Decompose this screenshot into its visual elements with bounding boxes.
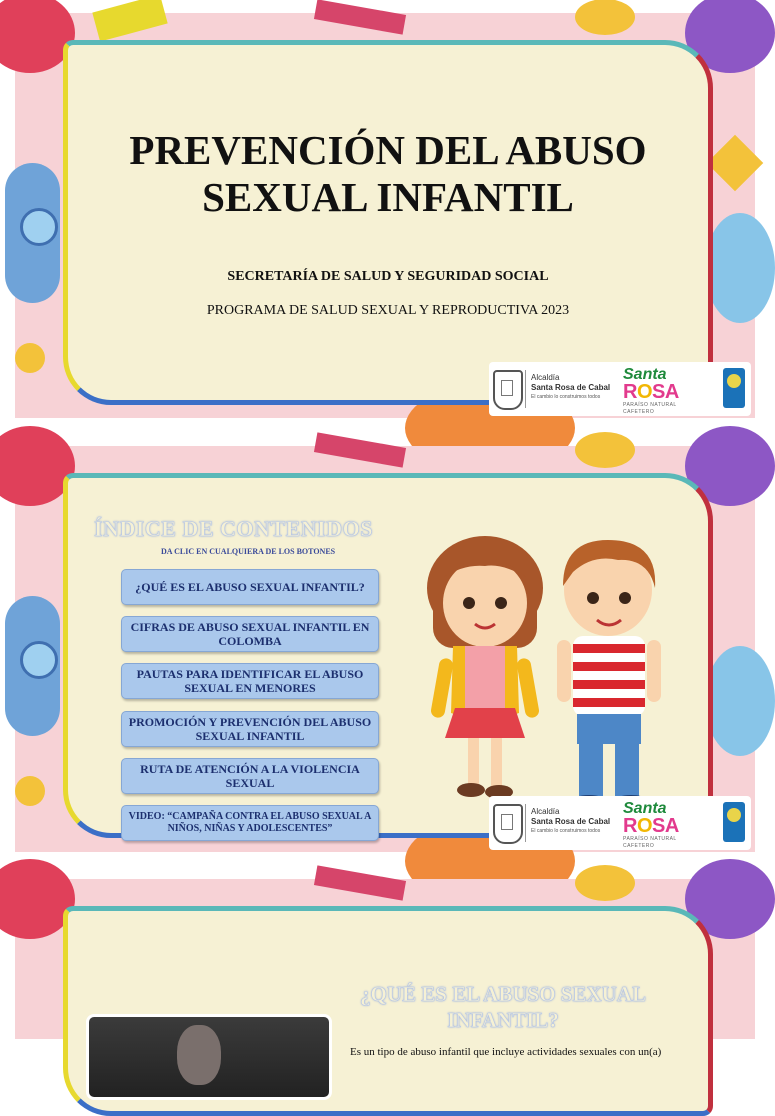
- index-title: ÍNDICE DE CONTENIDOS: [94, 516, 373, 541]
- city-label: Santa Rosa de Cabal: [531, 817, 611, 826]
- main-title-line-1: PREVENCIÓN DEL ABUSO: [129, 127, 647, 173]
- slide-3: [15, 879, 755, 1058]
- alcaldia-logo-banner: [489, 362, 751, 416]
- divider: [525, 370, 526, 408]
- santa-rosa-logo: [623, 366, 707, 415]
- certificate-icon: [723, 368, 745, 408]
- index-panel: [63, 473, 713, 838]
- decor-shape: [314, 0, 406, 35]
- secretaria-subtitle: SECRETARÍA DE SALUD Y SEGURIDAD SOCIAL: [227, 269, 549, 284]
- brand-word-1: Santa: [623, 800, 667, 817]
- brand-letter: O: [636, 381, 653, 403]
- main-title: [68, 127, 708, 221]
- slide-1: [15, 13, 755, 418]
- index-button-ruta[interactable]: RUTA DE ATENCIÓN A LA VIOLENCIA SEXUAL: [121, 758, 379, 794]
- index-button-cifras[interactable]: CIFRAS DE ABUSO SEXUAL INFANTIL EN COLOMBA: [121, 616, 379, 652]
- decor-window: [20, 641, 58, 679]
- decor-shape: [575, 865, 635, 901]
- brand-letters: SA: [652, 815, 679, 837]
- decor-shape: [707, 135, 764, 192]
- alcaldia-logo-banner: [489, 796, 751, 850]
- brand-letter: R: [623, 381, 637, 403]
- index-subtitle: DA CLIC EN CUALQUIERA DE LOS BOTONES: [161, 547, 336, 556]
- decor-star: [15, 343, 45, 373]
- section-body: Es un tipo de abuso infantil que incluye actividades sexuales con un(a): [350, 1046, 662, 1058]
- alcaldia-text: [531, 807, 610, 835]
- title-panel: [63, 40, 713, 405]
- brand-letter: O: [636, 815, 653, 837]
- children-illustration: [413, 528, 683, 818]
- index-button-pautas[interactable]: PAUTAS PARA IDENTIFICAR EL ABUSO SEXUAL EN MENORES: [121, 663, 379, 699]
- alcaldia-text: [531, 373, 610, 401]
- girl-figure: [427, 536, 543, 799]
- crest-icon: [493, 370, 523, 410]
- slogan-label: El cambio lo construimos todos: [531, 828, 601, 834]
- content-panel: [63, 906, 713, 1116]
- boy-figure: [557, 540, 661, 809]
- face-shape: [177, 1025, 221, 1085]
- divider: [525, 804, 526, 842]
- slide-2: [15, 446, 755, 852]
- brand-letter: R: [623, 815, 637, 837]
- brand-word-2: [623, 817, 707, 836]
- brand-tagline: PARAÍSO NATURAL CAFETERO: [623, 836, 677, 849]
- index-button-video[interactable]: VIDEO: “CAMPAÑA CONTRA EL ABUSO SEXUAL A NIÑOS, NIÑAS Y ADOLESCENTES”: [121, 805, 379, 841]
- section-title: ¿QUÉ ES EL ABUSO SEXUAL INFANTIL?: [360, 982, 646, 1032]
- decor-shape: [705, 646, 775, 756]
- decor-shape: [705, 213, 775, 323]
- crest-icon: [493, 804, 523, 844]
- certificate-icon: [723, 802, 745, 842]
- brand-tagline: PARAÍSO NATURAL CAFETERO: [623, 402, 677, 415]
- program-subtitle: PROGRAMA DE SALUD SEXUAL Y REPRODUCTIVA 2023: [206, 303, 570, 318]
- decor-star: [15, 776, 45, 806]
- brand-word-1: Santa: [623, 366, 667, 383]
- main-title-line-2: SEXUAL INFANTIL: [202, 174, 574, 220]
- alcaldia-label: Alcaldía: [531, 807, 560, 816]
- alcaldia-label: Alcaldía: [531, 373, 560, 382]
- index-button-promocion[interactable]: PROMOCIÓN Y PREVENCIÓN DEL ABUSO SEXUAL INFANTIL: [121, 711, 379, 747]
- slogan-label: El cambio lo construimos todos: [531, 394, 601, 400]
- decor-shape: [575, 432, 635, 468]
- decor-shape: [575, 0, 635, 35]
- decor-shape: [314, 865, 406, 900]
- brand-letters: SA: [652, 381, 679, 403]
- santa-rosa-logo: [623, 800, 707, 849]
- index-button-que-es[interactable]: ¿QUÉ ES EL ABUSO SEXUAL INFANTIL?: [121, 569, 379, 605]
- decor-shape: [314, 432, 406, 467]
- decor-window: [20, 208, 58, 246]
- photo: [86, 1014, 332, 1100]
- decor-shape: [92, 0, 167, 42]
- city-label: Santa Rosa de Cabal: [531, 383, 611, 392]
- brand-word-2: [623, 383, 707, 402]
